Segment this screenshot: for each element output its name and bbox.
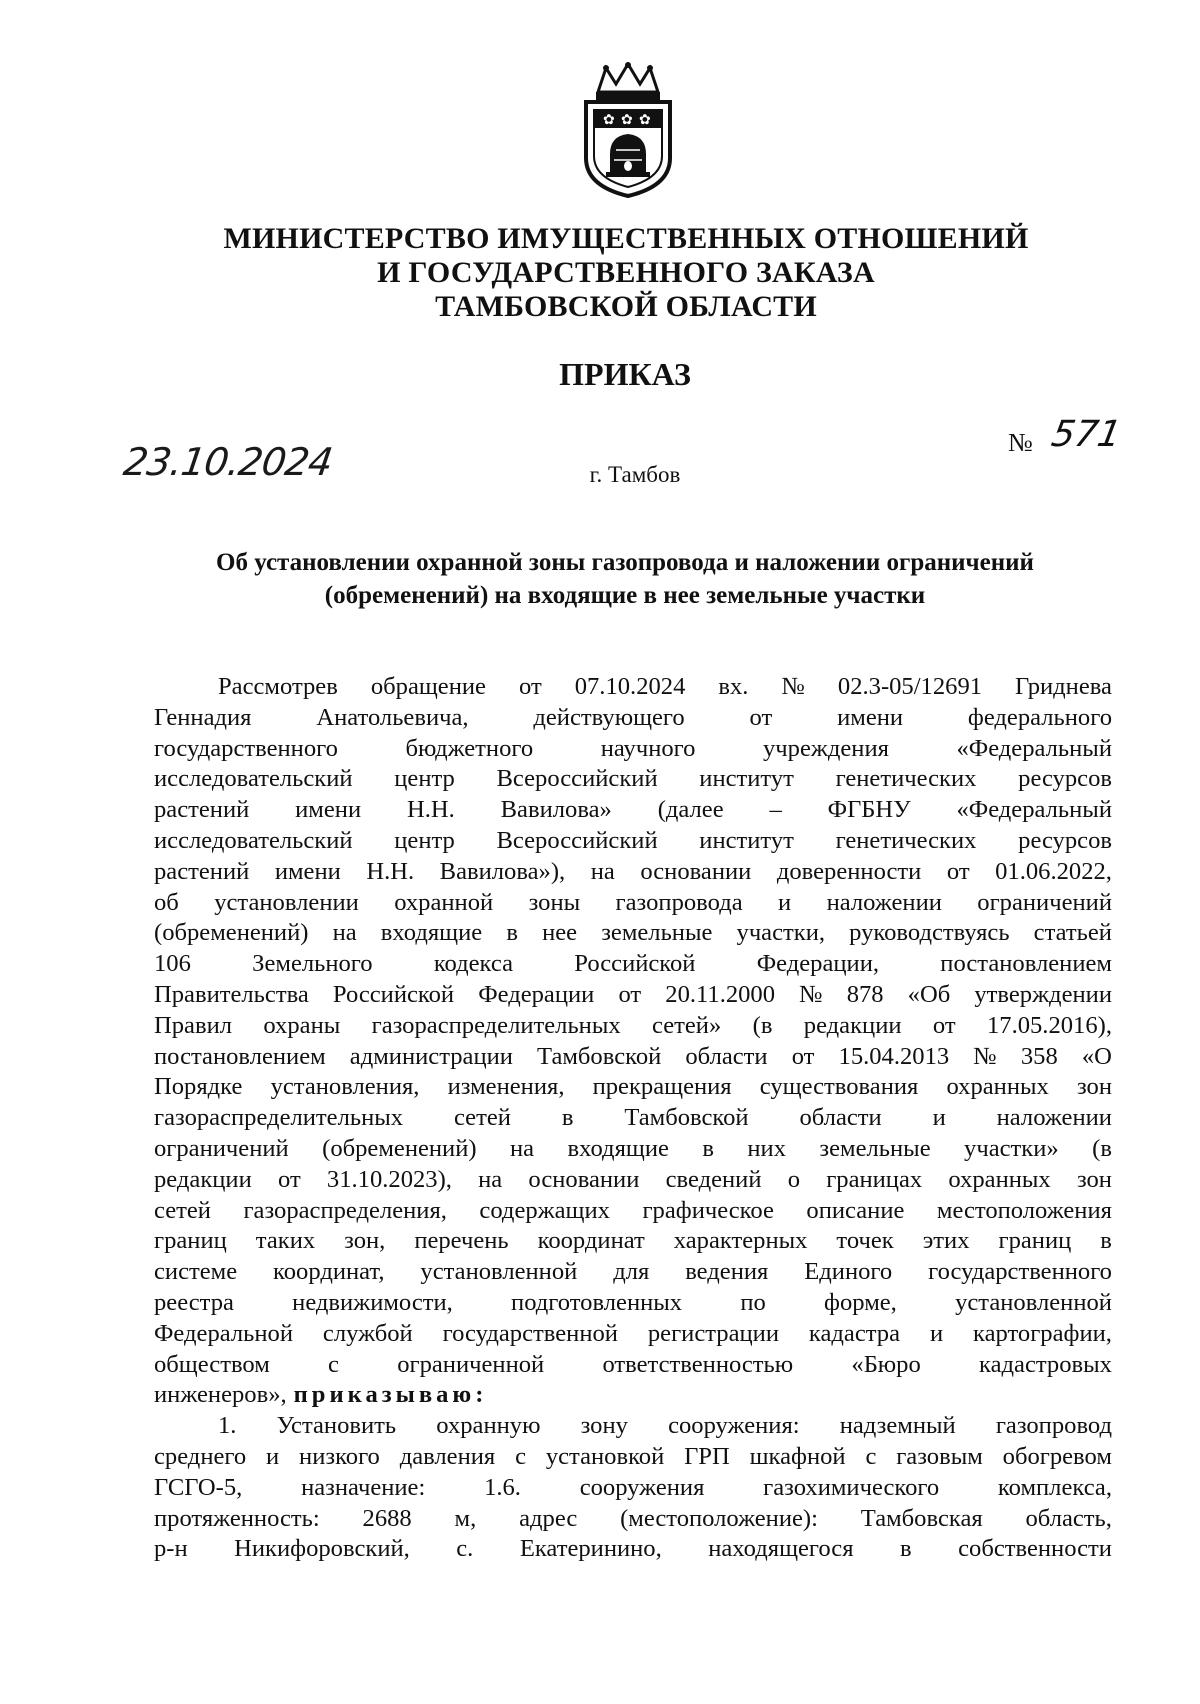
body-line	[154, 1165, 1112, 1196]
body-word: 15.04.2013	[838, 1042, 950, 1070]
body-word: области	[685, 1042, 768, 1070]
body-word: утверждении	[974, 980, 1112, 1008]
body-word: комплекса,	[997, 1473, 1112, 1501]
body-word: характерных	[673, 1227, 808, 1255]
body-word: реестра	[154, 1288, 234, 1316]
body-word: входящие	[380, 919, 483, 947]
order-phrase-prefix: инженеров»,	[154, 1381, 287, 1409]
body-line	[154, 1473, 1112, 1504]
header-line-2: И ГОСУДАРСТВЕННОГО ЗАКАЗА	[377, 256, 875, 289]
body-word: и	[929, 1319, 944, 1347]
body-word: на	[332, 919, 357, 947]
body-word: Всероссийский	[496, 826, 658, 854]
body-word: в	[900, 1535, 912, 1563]
body-word: границах	[826, 1165, 923, 1193]
body-word: системе	[154, 1258, 238, 1286]
body-word: содержащих	[479, 1196, 610, 1224]
body-word: Установить	[276, 1412, 397, 1440]
body-line	[154, 1288, 1112, 1319]
body-word: картографии,	[973, 1319, 1112, 1347]
body-word: координат	[537, 1227, 645, 1255]
header-line-3: ТАМБОВСКОЙ ОБЛАСТИ	[435, 290, 817, 323]
city-line: г. Тамбов	[589, 462, 681, 487]
body-word: Всероссийский	[496, 765, 658, 793]
body-word: Гриднева	[1015, 673, 1112, 700]
body-word: обогревом	[1002, 1442, 1112, 1470]
body-line	[154, 949, 1112, 980]
body-word: в	[1100, 1227, 1112, 1255]
body-line	[154, 1257, 1112, 1288]
body-word: (в	[1092, 1134, 1112, 1162]
body-word: и	[778, 888, 792, 916]
body-word: в	[506, 919, 518, 947]
body-word: надземный	[839, 1412, 956, 1440]
body-word: входящие	[567, 1134, 669, 1162]
body-word: Российской	[574, 950, 696, 978]
body-word: службой	[322, 1319, 413, 1347]
body-word: газовым	[896, 1442, 983, 1470]
body-word: земельные	[819, 1134, 931, 1162]
body-word: низкого	[299, 1442, 380, 1470]
body-word: нее	[542, 919, 578, 947]
body-word: Вавилова»),	[439, 857, 566, 885]
body-word: области	[799, 1104, 882, 1132]
body-word: назначение:	[301, 1473, 426, 1501]
body-word: графическое	[642, 1196, 774, 1224]
subject-line-1: Об установлении охранной зоны газопровода и наложении ограничений	[216, 549, 1034, 576]
subject-line-2: (обременений) на входящие в нее земельные участки	[324, 582, 926, 609]
body-word: 07.10.2024	[574, 673, 686, 700]
body-word: исследовательский	[154, 826, 353, 854]
body-word: действующего	[533, 703, 685, 731]
body-word: м,	[454, 1504, 477, 1532]
document-type-title: ПРИКАЗ	[559, 356, 691, 392]
body-word: сетей	[453, 1104, 511, 1132]
body-word: 878	[846, 980, 884, 1008]
body-word: 01.06.2022,	[995, 857, 1112, 885]
body-word: изменения,	[447, 1073, 565, 1101]
body-word: государственного	[928, 1258, 1112, 1286]
body-word: Единого	[804, 1258, 893, 1286]
body-line	[154, 1504, 1112, 1535]
body-word: ресурсов	[1018, 765, 1112, 793]
body-word: зон	[1076, 1073, 1112, 1101]
handwritten-number: 571	[1048, 414, 1125, 455]
handwritten-date: 23.10.2024	[120, 440, 335, 484]
body-word: 31.10.2023),	[326, 1165, 452, 1193]
body-word: администрации	[349, 1042, 513, 1070]
body-word: 20.11.2000	[665, 980, 776, 1008]
svg-text:✿: ✿	[639, 112, 651, 128]
body-word: описание	[806, 1196, 905, 1224]
body-word: недвижимости,	[292, 1288, 453, 1316]
body-word: ограничений	[154, 1134, 289, 1162]
body-word: 02.3-05/12691	[837, 673, 983, 700]
body-word: в	[561, 1104, 574, 1132]
body-word: область,	[1025, 1504, 1112, 1532]
body-word: 1.	[218, 1412, 237, 1440]
body-word: имени	[274, 857, 341, 885]
body-word: Никифоровский,	[234, 1535, 410, 1563]
body-word: на	[590, 857, 615, 885]
svg-text:✿: ✿	[603, 112, 615, 128]
body-word: научного	[600, 734, 696, 762]
body-word: государственного	[154, 734, 338, 762]
body-word: ГРП	[684, 1442, 730, 1470]
body-word: Геннадия	[154, 703, 252, 731]
body-word: сетей»	[652, 1011, 722, 1039]
body-word: основании	[528, 1165, 640, 1193]
body-word: обществом	[154, 1350, 270, 1378]
body-word: Тамбовской	[624, 1104, 749, 1132]
body-line	[154, 1319, 1112, 1350]
body-word: земельные	[601, 919, 713, 947]
body-word: Анатольевича,	[316, 703, 469, 731]
body-word: государственной	[442, 1319, 618, 1347]
body-word: Российской	[332, 980, 455, 1008]
body-word: среднего	[154, 1442, 247, 1470]
body-line	[154, 1411, 1112, 1442]
body-word: с.	[456, 1535, 474, 1563]
body-word: газопровод	[995, 1412, 1112, 1440]
body-word: зон,	[344, 1227, 386, 1255]
body-word: охранных	[948, 1165, 1051, 1193]
body-word: 2688	[362, 1504, 412, 1532]
svg-text:✿: ✿	[621, 112, 633, 128]
body-word: газопровода	[615, 888, 743, 916]
body-line	[154, 703, 1112, 734]
body-word: с	[515, 1442, 526, 1470]
body-word: границ	[154, 1227, 227, 1255]
body-word: бюджетного	[405, 734, 534, 762]
body-word: подготовленных	[511, 1288, 683, 1316]
body-word: Федерации	[478, 980, 595, 1008]
body-word: границ	[998, 1227, 1072, 1255]
body-word: –	[769, 796, 782, 824]
body-line-order-phrase	[154, 1380, 1112, 1411]
body-word: «Федеральный	[956, 796, 1112, 824]
body-word: газохимического	[763, 1473, 940, 1501]
body-word: охранную	[436, 1412, 541, 1440]
number-label: №	[1008, 428, 1033, 457]
body-word: (далее	[657, 796, 724, 824]
body-word: от	[518, 673, 542, 700]
body-word: наложении	[996, 1104, 1112, 1132]
body-word: кадастровых	[979, 1350, 1112, 1378]
body-word: постановлением	[940, 950, 1112, 978]
body-word: (обременений)	[154, 919, 309, 947]
body-line	[154, 1042, 1112, 1073]
body-word: и	[932, 1104, 946, 1132]
body-word: (местоположение):	[620, 1504, 818, 1532]
body-word: кадастра	[808, 1319, 901, 1347]
body-word: существования	[759, 1073, 919, 1101]
body-word: обращение	[370, 673, 486, 700]
body-word: адрес	[519, 1504, 578, 1532]
body-word: кодекса	[433, 950, 514, 978]
body-word: исследовательский	[154, 765, 353, 793]
body-word: ГСГО-5,	[154, 1473, 243, 1501]
body-word: редакции	[803, 1011, 902, 1039]
body-word: институт	[699, 765, 794, 793]
body-word: ограниченной	[397, 1350, 545, 1378]
body-word: доверенности	[776, 857, 922, 885]
body-line	[154, 1072, 1112, 1103]
body-line	[154, 888, 1112, 919]
body-word: по	[740, 1288, 766, 1316]
body-word: Порядке	[154, 1073, 243, 1101]
body-word: зон	[1076, 1165, 1112, 1193]
body-line	[154, 1350, 1112, 1381]
body-word: газораспределительных	[154, 1104, 404, 1132]
body-word: протяженность:	[154, 1504, 320, 1532]
body-word: зону	[580, 1412, 628, 1440]
body-line	[154, 795, 1112, 826]
body-word: координат,	[273, 1258, 385, 1286]
body-word: редакции	[154, 1165, 252, 1193]
body-word: собственности	[958, 1535, 1112, 1563]
body-word: газораспределительных	[371, 1011, 621, 1039]
body-word: 358	[1020, 1042, 1058, 1070]
body-word: этих	[922, 1227, 970, 1255]
body-word: учреждения	[762, 734, 889, 762]
body-word: ограничений	[977, 888, 1112, 916]
body-word: от	[791, 1042, 815, 1070]
body-word: постановлением	[154, 1042, 326, 1070]
body-word: находящегося	[708, 1535, 854, 1563]
body-line	[154, 764, 1112, 795]
body-word: перечень	[414, 1227, 509, 1255]
body-word: сведений	[665, 1165, 762, 1193]
body-word: Рассмотрев	[218, 673, 338, 700]
body-word: давления	[399, 1442, 496, 1470]
body-word: местоположения	[936, 1196, 1112, 1224]
body-word: 106	[154, 950, 191, 978]
body-word: точек	[836, 1227, 894, 1255]
body-word: сооружения	[579, 1473, 705, 1501]
body-word: Правил	[154, 1011, 233, 1039]
body-word: 1.6.	[484, 1473, 521, 1501]
body-line	[154, 918, 1112, 949]
body-word: Тамбовская	[860, 1504, 983, 1532]
body-word: от	[946, 857, 970, 885]
body-word: (обременений)	[322, 1134, 477, 1162]
body-word: зоны	[528, 888, 581, 916]
body-word: федерального	[967, 703, 1112, 731]
body-line	[154, 980, 1112, 1011]
order-body-text	[154, 672, 1112, 1565]
body-word: «Об	[907, 980, 951, 1008]
body-word: них	[747, 1134, 786, 1162]
body-word: «Бюро	[851, 1350, 921, 1378]
body-word: ответственностью	[602, 1350, 794, 1378]
body-word: с	[328, 1350, 339, 1378]
body-word: установленной	[420, 1258, 578, 1286]
body-word: в	[702, 1134, 714, 1162]
body-word: генетических	[835, 765, 977, 793]
body-word: прекращения	[592, 1073, 732, 1101]
body-word: охранных	[946, 1073, 1049, 1101]
body-word: о	[787, 1165, 800, 1193]
body-word: участки,	[736, 919, 826, 947]
body-word: и	[266, 1442, 280, 1470]
body-word: р-н	[154, 1535, 188, 1563]
body-word: имени	[295, 796, 362, 824]
body-word: Федерации,	[756, 950, 880, 978]
body-word: (в	[752, 1011, 773, 1039]
body-word: статьей	[1033, 919, 1112, 947]
body-line	[154, 1103, 1112, 1134]
body-word: Земельного	[252, 950, 373, 978]
body-word: от	[932, 1011, 956, 1039]
body-word: руководствуясь	[849, 919, 1010, 947]
body-word: от	[277, 1165, 301, 1193]
body-word: на	[510, 1134, 535, 1162]
coat-of-arms-icon	[576, 62, 680, 200]
body-word: установкой	[545, 1442, 665, 1470]
body-line	[154, 857, 1112, 888]
body-word: растений	[154, 857, 250, 885]
body-word: сооружения:	[668, 1412, 800, 1440]
body-word: Тамбовской	[537, 1042, 662, 1070]
body-word: №	[973, 1042, 997, 1070]
body-word: «Федеральный	[956, 734, 1112, 762]
body-line	[154, 1534, 1112, 1565]
body-word: с	[865, 1442, 877, 1470]
body-word: основании	[640, 857, 752, 885]
body-word: установленной	[955, 1288, 1112, 1316]
body-line	[154, 734, 1112, 765]
body-word: форме,	[824, 1288, 897, 1316]
body-line	[154, 1134, 1112, 1165]
body-word: установления,	[270, 1073, 420, 1101]
body-word: участки»	[964, 1134, 1059, 1162]
body-word: таких	[255, 1227, 316, 1255]
body-word: шкафной	[749, 1442, 846, 1470]
body-word: охраны	[263, 1011, 341, 1039]
body-word: Федеральной	[154, 1319, 293, 1347]
body-word: №	[781, 673, 805, 700]
body-word: на	[478, 1165, 503, 1193]
body-word: Вавилова»	[500, 796, 612, 824]
body-word: вх.	[718, 673, 749, 700]
body-line	[154, 826, 1112, 857]
body-word: Екатеринино,	[519, 1535, 662, 1563]
body-word: газораспределения,	[243, 1196, 447, 1224]
body-word: «О	[1081, 1042, 1112, 1070]
body-word: 17.05.2016),	[986, 1011, 1112, 1039]
body-word: ведения	[685, 1258, 769, 1286]
body-line	[154, 672, 1112, 703]
body-word: Н.Н.	[406, 796, 455, 824]
body-word: Правительства	[154, 980, 309, 1008]
body-word: сетей	[154, 1196, 211, 1224]
body-word: установлении	[214, 888, 359, 916]
body-word: институт	[699, 826, 794, 854]
body-word: для	[613, 1258, 650, 1286]
body-word: об	[154, 888, 179, 916]
body-word: №	[799, 980, 823, 1008]
body-word: центр	[394, 826, 455, 854]
body-line	[154, 1442, 1112, 1473]
body-word: генетических	[835, 826, 977, 854]
body-line	[154, 1011, 1112, 1042]
body-word: имени	[837, 703, 904, 731]
order-phrase-command: приказываю:	[293, 1381, 488, 1409]
ministry-header	[200, 222, 1052, 324]
body-word: растений	[154, 796, 250, 824]
header-line-1: МИНИСТЕРСТВО ИМУЩЕСТВЕННЫХ ОТНОШЕНИЙ	[223, 222, 1029, 255]
body-word: ФГБНУ	[827, 796, 911, 824]
body-word: регистрации	[647, 1319, 779, 1347]
body-word: от	[749, 703, 773, 731]
body-word: от	[618, 980, 642, 1008]
order-subject	[150, 546, 1100, 612]
body-line	[154, 1226, 1112, 1257]
body-line	[154, 1196, 1112, 1227]
body-word: охранной	[394, 888, 494, 916]
body-word: Н.Н.	[366, 857, 415, 885]
body-word: наложении	[826, 888, 942, 916]
body-word: центр	[394, 765, 455, 793]
body-word: ресурсов	[1018, 826, 1112, 854]
